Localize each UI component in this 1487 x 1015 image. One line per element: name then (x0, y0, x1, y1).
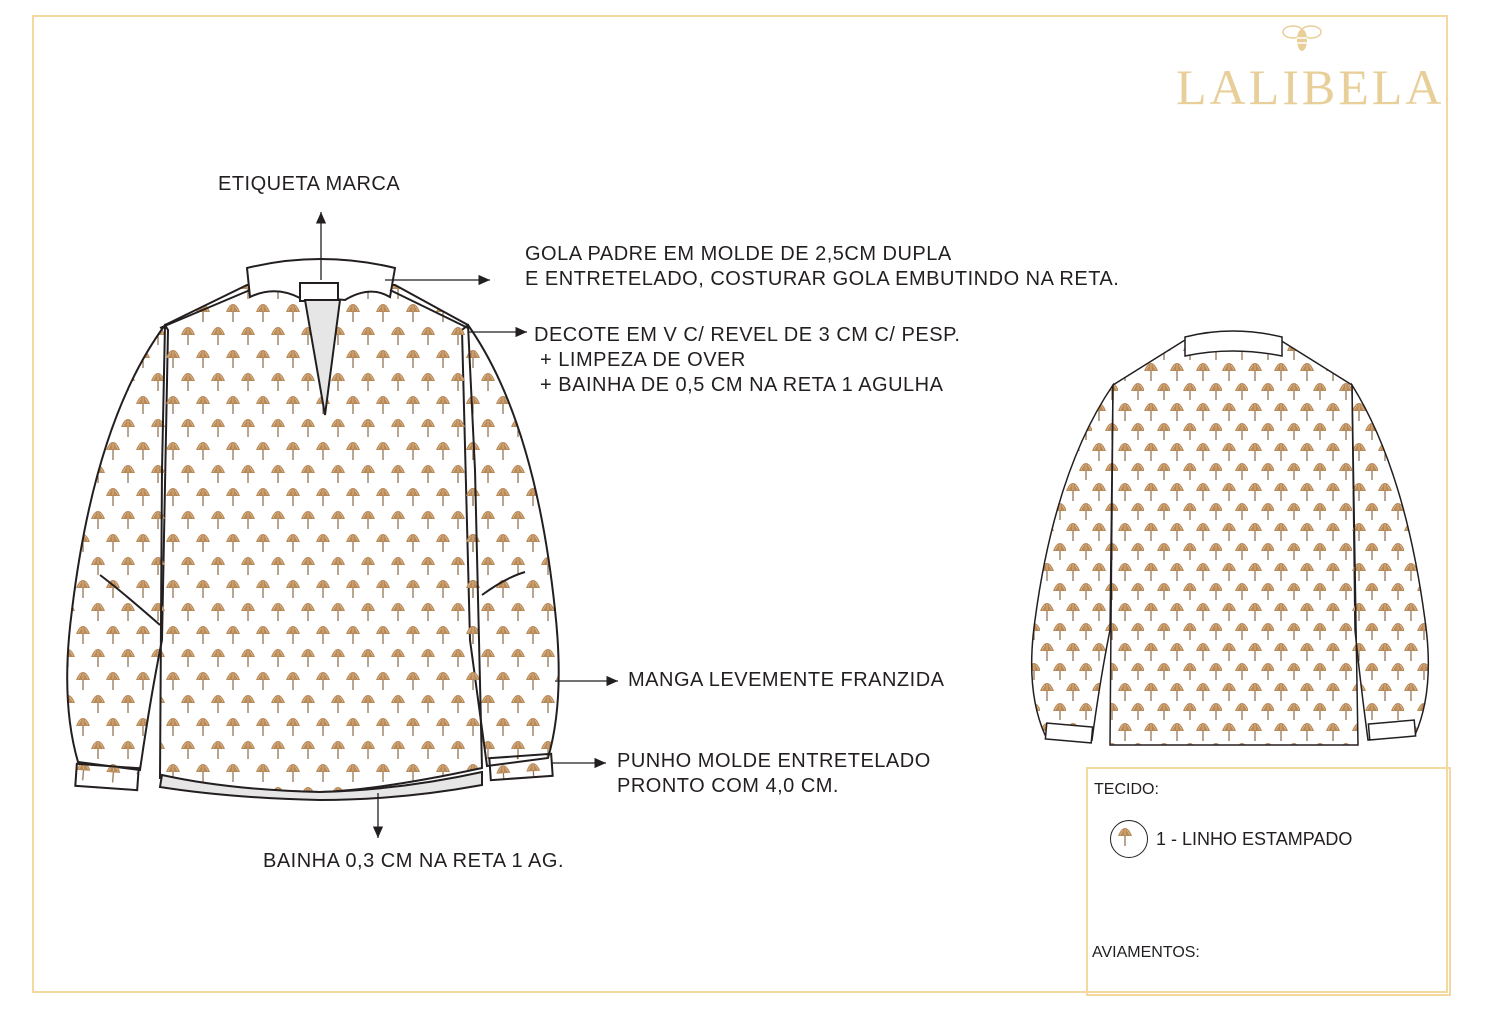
sleeve-note: MANGA LEVEMENTE FRANZIDA (628, 669, 945, 691)
fabric-heading: TECIDO: (1094, 781, 1159, 798)
label-tag-note: ETIQUETA MARCA (218, 173, 401, 195)
cuff-note-line1: PUNHO MOLDE ENTRETELADO (617, 750, 931, 772)
trims-heading: AVIAMENTOS: (1092, 944, 1200, 961)
fabric-swatch (1110, 820, 1148, 858)
front-left-cuff (75, 764, 138, 790)
cuff-note-line2: PRONTO COM 4,0 CM. (617, 775, 839, 797)
neckline-note-line1: DECOTE EM V C/ REVEL DE 3 CM C/ PESP. (534, 324, 961, 346)
front-view (67, 259, 559, 800)
back-view (1032, 331, 1429, 745)
hem-note: BAINHA 0,3 CM NA RETA 1 AG. (263, 850, 565, 872)
back-left-sleeve (1032, 385, 1113, 740)
collar-note-line1: GOLA PADRE EM MOLDE DE 2,5CM DUPLA (525, 243, 952, 265)
back-right-sleeve (1352, 385, 1428, 740)
collar-note-line2: E ENTRETELADO, COSTURAR GOLA EMBUTINDO NA RETA. (525, 268, 1120, 290)
back-body (1110, 340, 1358, 745)
neckline-note-line2: + LIMPEZA DE OVER (534, 349, 746, 371)
neckline-note-line3: + BAINHA DE 0,5 CM NA RETA 1 AGULHA (534, 374, 944, 396)
palm-print-icon (1111, 821, 1146, 856)
front-left-sleeve (67, 325, 168, 770)
fabric-item: 1 - LINHO ESTAMPADO (1156, 829, 1353, 849)
front-right-cuff (489, 754, 552, 780)
brand-logo-text: LALIBELA (1176, 59, 1445, 115)
